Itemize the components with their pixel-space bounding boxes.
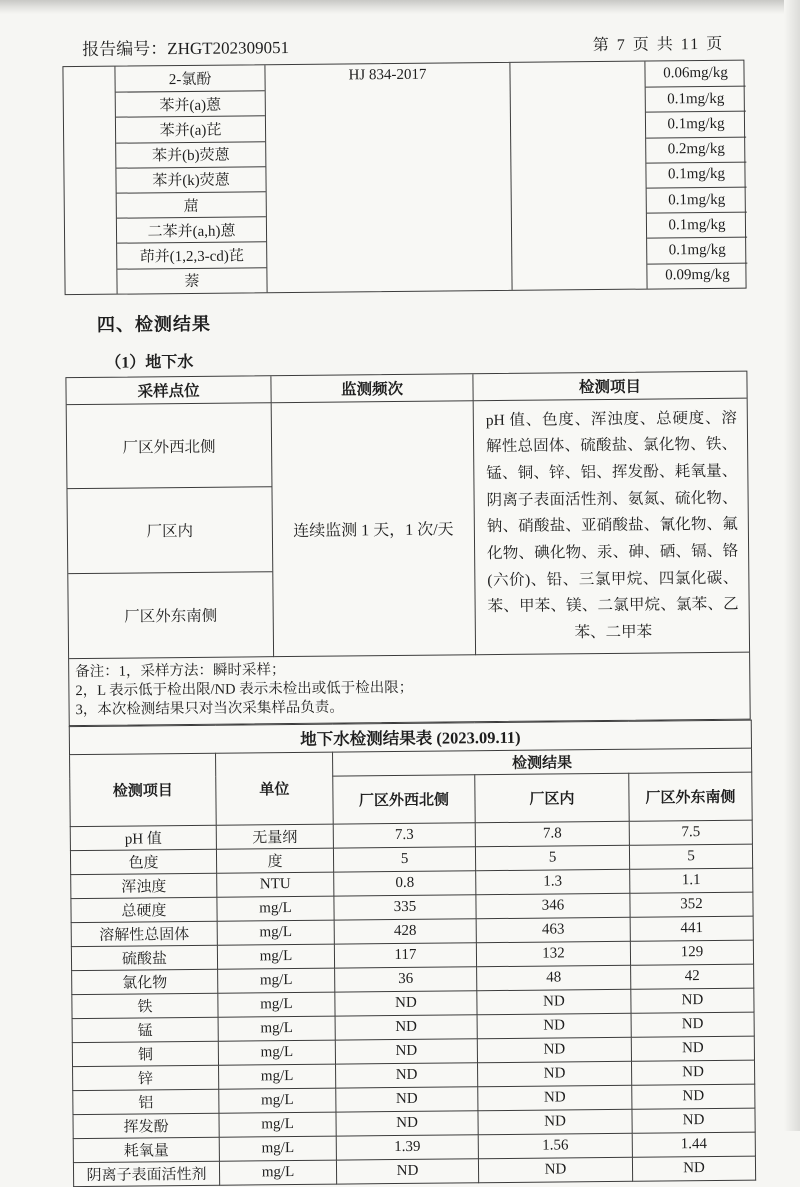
result-value-inside-cell: ND xyxy=(477,1013,631,1038)
result-unit-cell: mg/L xyxy=(218,1016,335,1041)
detection-limit-cell: 0.1mg/kg xyxy=(647,237,747,263)
result-value-inside-cell: 463 xyxy=(476,917,630,942)
result-item-cell: 耗氧量 xyxy=(73,1137,219,1162)
result-value-nw-cell: ND xyxy=(335,1039,477,1064)
results-table-body xyxy=(70,820,755,1187)
results-header-unit: 单位 xyxy=(216,752,334,825)
result-value-nw-cell: 117 xyxy=(334,943,476,968)
result-value-inside-cell: ND xyxy=(478,1061,632,1086)
result-unit-cell: mg/L xyxy=(219,1088,336,1113)
sampling-point-cell: 厂区外东南侧 xyxy=(68,571,273,658)
result-value-se-cell: 129 xyxy=(630,940,753,965)
sampling-point-cell: 厂区外西北侧 xyxy=(122,438,216,457)
result-unit-cell: mg/L xyxy=(219,1136,336,1161)
pollutant-name-cell: 苯并(a)蒽 xyxy=(116,90,265,117)
detection-limit-column xyxy=(645,61,747,289)
result-value-nw-cell: 7.3 xyxy=(333,823,475,848)
result-unit-cell: mg/L xyxy=(217,896,334,921)
result-value-nw-cell: ND xyxy=(335,1015,477,1040)
detection-limit-table-blank-col xyxy=(510,62,647,290)
result-value-se-cell: ND xyxy=(632,1084,755,1109)
results-table-row xyxy=(73,1156,755,1187)
scan-edge-right xyxy=(784,0,800,1131)
result-value-inside-cell: 7.8 xyxy=(475,821,629,846)
col-header-frequency: 监测频次 xyxy=(271,374,473,403)
result-item-cell: 总硬度 xyxy=(71,897,217,922)
result-unit-cell: mg/L xyxy=(218,968,335,993)
result-value-nw-cell: ND xyxy=(336,1087,478,1112)
result-value-nw-cell: 0.8 xyxy=(334,871,476,896)
results-header-location-nw: 厂区外西北侧 xyxy=(333,775,475,824)
result-value-inside-cell: ND xyxy=(477,989,631,1014)
result-value-nw-cell: ND xyxy=(336,1159,478,1184)
pollutant-name-cell: 苯并(a)芘 xyxy=(116,116,265,143)
note-line: 3，本次检测结果只对当次采集样品负责。 xyxy=(75,699,344,718)
pollutant-name-cell: 䓛 xyxy=(117,191,266,218)
results-header-item: 检测项目 xyxy=(70,753,217,826)
result-unit-cell: mg/L xyxy=(219,1112,336,1137)
result-value-inside-cell: 346 xyxy=(476,893,630,918)
result-value-inside-cell: 1.56 xyxy=(478,1133,632,1158)
result-item-cell: 锌 xyxy=(73,1065,219,1090)
pollutant-name-cell: 萘 xyxy=(117,267,266,294)
result-unit-cell: mg/L xyxy=(217,944,334,969)
result-item-cell: 锰 xyxy=(72,1017,218,1042)
detection-limit-table xyxy=(62,60,746,295)
page-indicator: 第 7 页 共 11 页 xyxy=(592,35,725,55)
detection-limit-table-empty-col xyxy=(63,67,117,294)
scan-edge-top xyxy=(0,0,800,14)
result-item-cell: 铁 xyxy=(72,993,218,1018)
groundwater-sampling-table xyxy=(65,370,750,726)
result-value-nw-cell: 335 xyxy=(334,895,476,920)
detection-limit-cell: 0.1mg/kg xyxy=(646,111,746,137)
detection-limit-cell: 0.2mg/kg xyxy=(646,136,746,162)
note-line: 备注：1，采样方法：瞬时采样； xyxy=(75,661,286,680)
result-value-nw-cell: ND xyxy=(336,1063,478,1088)
results-header-group: 检测结果 xyxy=(333,748,752,776)
detection-limit-cell: 0.1mg/kg xyxy=(647,212,747,238)
sampling-point-cell: 厂区内 xyxy=(67,487,272,574)
result-value-se-cell: 352 xyxy=(630,892,753,917)
result-value-se-cell: ND xyxy=(631,1012,754,1037)
result-value-se-cell: 7.5 xyxy=(629,820,752,845)
groundwater-results-table xyxy=(69,720,756,1187)
detection-limit-cell: 0.1mg/kg xyxy=(647,187,747,213)
note-line: 2，L 表示低于检出限/ND 表示未检出或低于检出限； xyxy=(75,679,414,699)
result-value-nw-cell: 1.39 xyxy=(336,1135,478,1160)
results-table-title: 地下水检测结果表 (2023.09.11) xyxy=(69,720,751,755)
method-standard-cell: HJ 834-2017 xyxy=(265,63,512,292)
result-item-cell: 色度 xyxy=(70,849,216,874)
result-value-inside-cell: ND xyxy=(478,1085,632,1110)
result-unit-cell: mg/L xyxy=(218,992,335,1017)
result-value-se-cell: 5 xyxy=(629,844,752,869)
pollutant-name-column xyxy=(115,65,267,293)
result-value-inside-cell: ND xyxy=(477,1037,631,1062)
notes-block xyxy=(69,652,750,725)
result-value-inside-cell: 1.3 xyxy=(476,869,630,894)
monitoring-frequency-cell: 连续监测 1 天，1 次/天 xyxy=(272,401,476,657)
result-value-nw-cell: 5 xyxy=(333,847,475,872)
pollutant-name-cell: 苯并(k)荧蒽 xyxy=(116,166,265,193)
result-value-se-cell: 1.44 xyxy=(632,1132,755,1157)
detection-limit-cell: 0.09mg/kg xyxy=(647,262,747,288)
pollutant-name-cell: 茚并(1,2,3-cd)芘 xyxy=(117,242,266,269)
detection-limit-cell: 0.06mg/kg xyxy=(663,64,728,82)
result-item-cell: 铜 xyxy=(72,1041,218,1066)
result-value-se-cell: ND xyxy=(631,1036,754,1061)
result-value-inside-cell: ND xyxy=(478,1109,632,1134)
result-unit-cell: mg/L xyxy=(219,1160,336,1185)
result-unit-cell: 度 xyxy=(216,848,333,873)
result-unit-cell: NTU xyxy=(217,872,334,897)
pollutant-name-cell: 苯并(b)荧蒽 xyxy=(116,141,265,168)
result-value-se-cell: ND xyxy=(631,1060,754,1085)
result-item-cell: 溶解性总固体 xyxy=(71,921,217,946)
result-value-inside-cell: 132 xyxy=(476,941,630,966)
result-value-se-cell: ND xyxy=(631,988,754,1013)
sampling-point-list xyxy=(67,403,274,659)
result-value-se-cell: ND xyxy=(632,1108,755,1133)
report-number: 报告编号：ZHGT202309051 xyxy=(82,38,290,59)
pollutant-name-cell: 二苯并(a,h)蒽 xyxy=(117,216,266,243)
col-header-sampling-point: 采样点位 xyxy=(66,376,271,405)
detection-limit-cell: 0.1mg/kg xyxy=(646,161,746,187)
result-value-se-cell: ND xyxy=(632,1156,755,1181)
result-value-se-cell: 42 xyxy=(631,964,754,989)
result-unit-cell: mg/L xyxy=(218,1040,335,1065)
result-item-cell: 硫酸盐 xyxy=(71,945,217,970)
result-value-nw-cell: 36 xyxy=(335,967,477,992)
results-header-location-inside: 厂区内 xyxy=(475,773,629,822)
result-item-cell: 浑浊度 xyxy=(71,873,217,898)
result-unit-cell: 无量纲 xyxy=(216,824,333,849)
report-page xyxy=(62,29,755,1187)
result-item-cell: 挥发酚 xyxy=(73,1113,219,1138)
result-value-se-cell: 1.1 xyxy=(630,868,753,893)
section-title: 四、检测结果 xyxy=(96,313,211,335)
col-header-test-items: 检测项目 xyxy=(473,371,746,401)
result-value-nw-cell: ND xyxy=(336,1111,478,1136)
pollutant-name-cell: 2-氯酚 xyxy=(168,71,212,89)
result-unit-cell: mg/L xyxy=(217,920,334,945)
result-item-cell: 铝 xyxy=(73,1089,219,1114)
result-value-nw-cell: ND xyxy=(335,991,477,1016)
result-unit-cell: mg/L xyxy=(219,1064,336,1089)
result-item-cell: pH 值 xyxy=(70,825,216,850)
result-value-inside-cell: 5 xyxy=(475,845,629,870)
result-value-inside-cell: 48 xyxy=(477,965,631,990)
result-value-se-cell: 441 xyxy=(630,916,753,941)
result-item-cell: 氯化物 xyxy=(72,969,218,994)
result-item-cell: 阴离子表面活性剂 xyxy=(73,1161,219,1186)
result-value-nw-cell: 428 xyxy=(334,919,476,944)
test-items-cell: pH 值、色度、浑浊度、总硬度、溶解性总固体、硫酸盐、氯化物、铁、锰、铜、锌、铝、挥发酚、耗氧量、阴离子表面活性剂、氨氮、硫化物、钠、硝酸盐、亚硝酸盐、氰化物、氟化物、碘化物、汞、砷、硒、镉、铬(六价)、铅、三氯甲烷、四氯化碳、苯、甲苯、镁、二氯甲烷、氯苯、乙苯、二甲苯 xyxy=(474,398,749,655)
result-value-inside-cell: ND xyxy=(478,1157,632,1182)
results-header-location-se: 厂区外东南侧 xyxy=(629,772,752,821)
detection-limit-cell: 0.1mg/kg xyxy=(646,86,746,112)
section-subtitle: （1）地下水 xyxy=(105,353,194,372)
